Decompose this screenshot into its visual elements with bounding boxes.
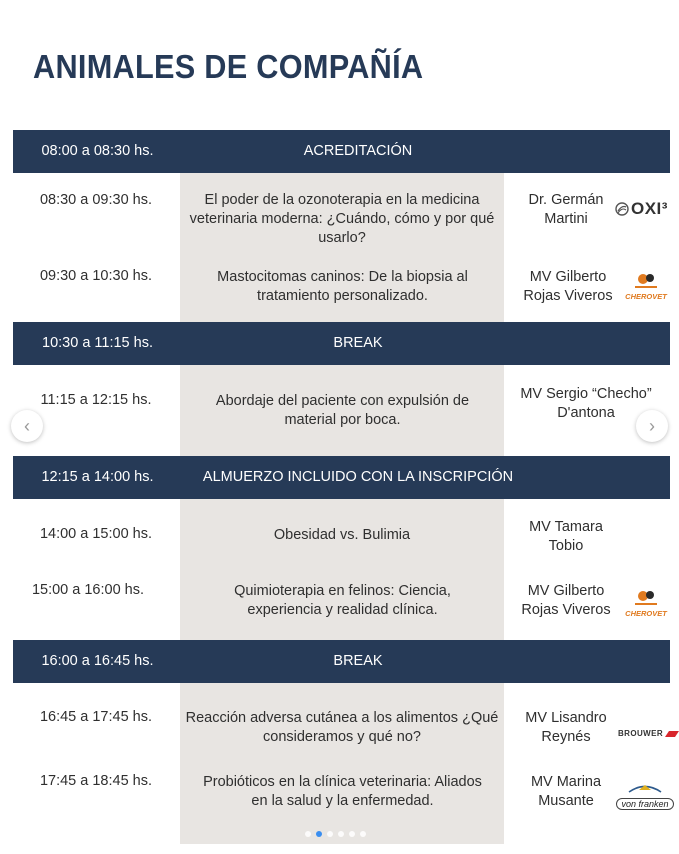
session-topic: Abordaje del paciente con expulsión de material por boca. <box>215 393 470 428</box>
session-speaker: MV Tamara Tobio <box>529 519 603 554</box>
session-time: 16:45 a 17:45 hs. <box>39 709 153 725</box>
session-time: 14:00 a 15:00 hs. <box>39 526 153 542</box>
bar-label: BREAK <box>333 335 383 351</box>
cherovet-logo-text: CHEROVET <box>625 609 667 618</box>
bar-label: ALMUERZO INCLUIDO CON LA INSCRIPCIÓN <box>202 469 514 485</box>
brouwer-logo-text: BROUWER <box>618 729 664 738</box>
oxi3-mark-icon <box>615 202 629 216</box>
von-franken-logo-text: von franken <box>616 798 674 810</box>
bar-label: BREAK <box>333 653 383 669</box>
session-time: 15:00 a 16:00 hs. <box>31 582 145 598</box>
session-time: 17:45 a 18:45 hs. <box>39 773 153 789</box>
carousel-dot[interactable] <box>327 831 333 837</box>
page-title: ANIMALES DE COMPAÑÍA <box>33 48 424 85</box>
session-topic: Obesidad vs. Bulimia <box>273 527 411 543</box>
carousel-dot[interactable] <box>360 831 366 837</box>
session-speaker: MV Gilberto Rojas Viveros <box>523 269 613 304</box>
carousel-dot-active[interactable] <box>316 831 322 837</box>
von-franken-logo <box>616 780 674 810</box>
bar-label: ACREDITACIÓN <box>303 143 413 159</box>
session-speaker: MV Sergio “Checho” D'antona <box>520 386 652 421</box>
cherovet-logo-text: CHEROVET <box>625 292 667 301</box>
session-topic: El poder de la ozonoterapia en la medicina veterinaria moderna: ¿Cuándo, cómo y por qué usarlo? <box>189 192 495 246</box>
session-time: 09:30 a 10:30 hs. <box>39 268 153 284</box>
schedule-bar-lunch <box>13 456 670 499</box>
session-topic: Mastocitomas caninos: De la biopsia al tratamiento personalizado. <box>217 269 468 304</box>
brouwer-mark-icon <box>665 731 679 737</box>
chevron-right-icon: › <box>649 415 655 436</box>
oxi3-logo <box>615 199 668 219</box>
session-speaker: Dr. Germán Martini <box>528 192 604 227</box>
topic-band-4 <box>180 683 504 844</box>
cherovet-logo <box>623 272 669 301</box>
schedule-bar-break <box>13 322 670 365</box>
oxi3-logo-text: OXI³ <box>631 199 668 218</box>
session-topic: Probióticos en la clínica veterinaria: Aliados en la salud y la enfermedad. <box>203 774 482 809</box>
bar-time: 08:00 a 08:30 hs. <box>41 143 154 159</box>
session-time: 11:15 a 12:15 hs. <box>40 392 152 408</box>
schedule-bar-break <box>13 640 670 683</box>
bar-time: 10:30 a 11:15 hs. <box>42 335 153 351</box>
carousel-next-button[interactable] <box>636 410 668 442</box>
session-speaker: MV Lisandro Reynés <box>525 710 607 745</box>
cherovet-mascot-icon <box>631 272 661 288</box>
session-topic: Quimioterapia en felinos: Ciencia, experiencia y realidad clínica. <box>234 583 451 618</box>
cherovet-mascot-icon <box>631 589 661 605</box>
session-time: 08:30 a 09:30 hs. <box>39 192 153 208</box>
session-speaker: MV Marina Musante <box>530 774 602 809</box>
carousel-dot[interactable] <box>338 831 344 837</box>
session-topic: Reacción adversa cutánea a los alimentos ¿Qué consideramos y qué no? <box>185 710 499 745</box>
bar-time: 16:00 a 16:45 hs. <box>41 653 154 669</box>
carousel-indicator <box>305 831 366 837</box>
session-speaker: MV Gilberto Rojas Viveros <box>521 583 611 618</box>
cherovet-logo <box>623 589 669 618</box>
chevron-left-icon: ‹ <box>24 415 30 436</box>
carousel-prev-button[interactable] <box>11 410 43 442</box>
carousel-dot[interactable] <box>305 831 311 837</box>
brouwer-logo <box>618 729 679 738</box>
bar-time: 12:15 a 14:00 hs. <box>41 469 154 485</box>
carousel-dot[interactable] <box>349 831 355 837</box>
von-franken-arc-icon <box>625 783 665 793</box>
schedule-bar-accreditation <box>13 130 670 173</box>
